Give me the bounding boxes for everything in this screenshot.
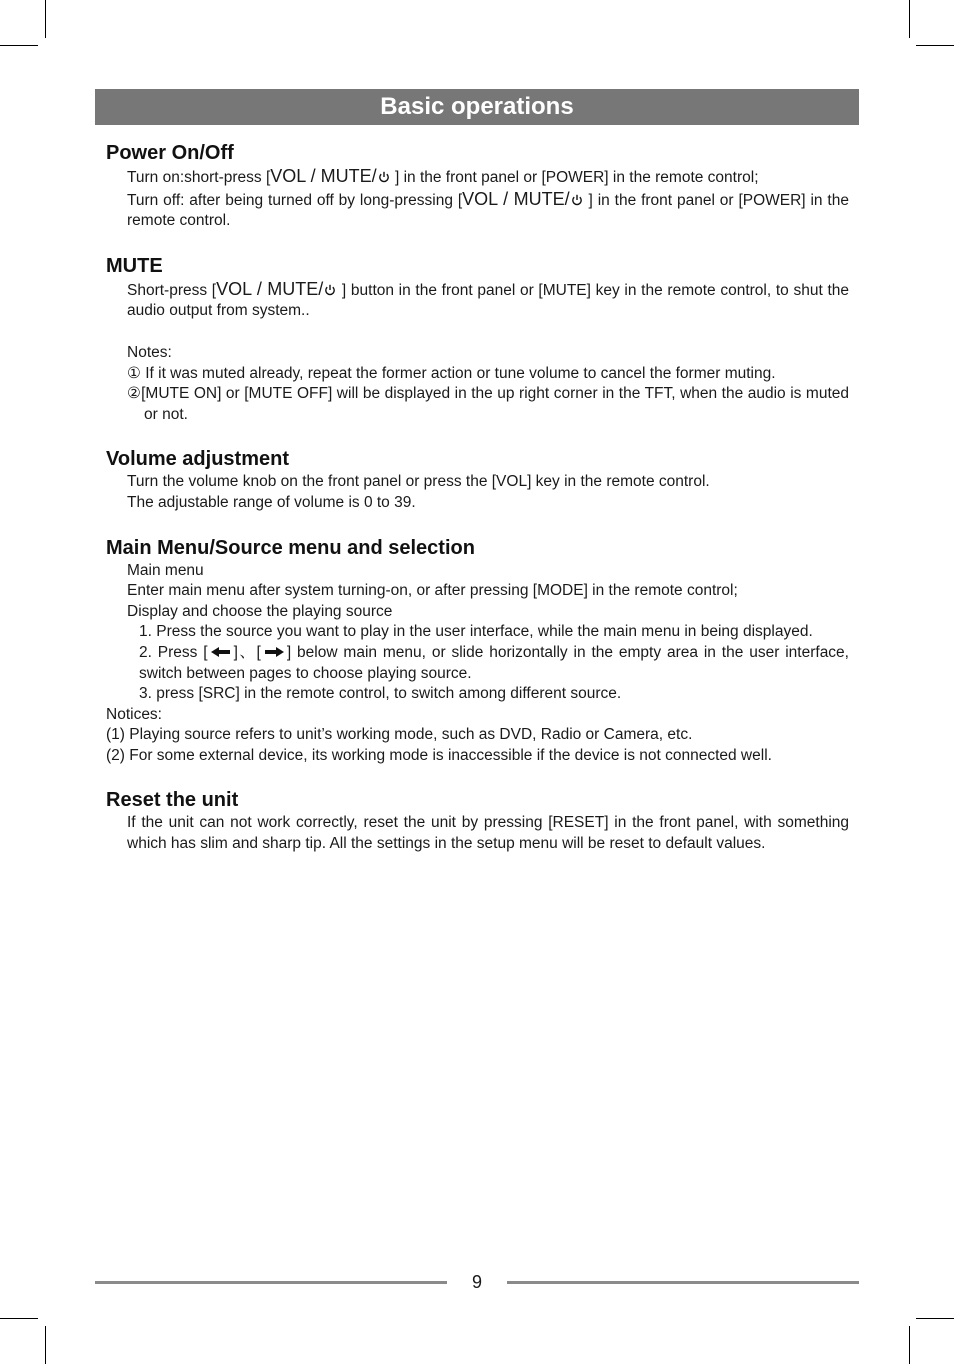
crop-mark: [909, 1326, 910, 1364]
power-on-text: Turn on:short-press [VOL / MUTE/ ] in the front panel or [POWER] in the remote control;: [127, 166, 759, 186]
menu-step: 2. Press [ ]、[ ] below main menu, or slide horizontally in the empty area in the user interface, switch between pages to choose playing source.: [139, 643, 849, 682]
volume-text: Turn the volume knob on the front panel or press the [VOL] key in the remote control.: [127, 473, 710, 491]
notice-item: (2) For some external device, its working mode is inaccessible if the device is not connected well.: [106, 746, 772, 764]
section-heading-reset: Reset the unit: [106, 789, 239, 812]
crop-mark: [909, 0, 910, 38]
menu-text: Main menu: [127, 561, 204, 579]
arrow-left-icon: [211, 647, 231, 657]
power-icon: [571, 194, 583, 206]
menu-step: 3. press [SRC] in the remote control, to switch among different source.: [139, 685, 622, 703]
crop-mark: [916, 45, 954, 46]
crop-mark: [45, 1326, 46, 1364]
note-item: ②[MUTE ON] or [MUTE OFF] will be displayed in the up right corner in the TFT, when the audio is muted or not.: [127, 385, 849, 423]
menu-step: 1. Press the source you want to play in the user interface, while the main menu in being displayed.: [139, 623, 813, 641]
menu-text: Display and choose the playing source: [127, 602, 393, 620]
footer-rule: [507, 1281, 859, 1284]
notices-label: Notices:: [106, 705, 162, 723]
crop-mark: [916, 1318, 954, 1319]
section-heading-power: Power On/Off: [106, 142, 234, 164]
notice-item: (1) Playing source refers to unit’s working mode, such as DVD, Radio or Camera, etc.: [106, 726, 693, 744]
note-item: ① If it was muted already, repeat the former action or tune volume to cancel the former muting.: [127, 364, 776, 382]
page-content: [106, 140, 849, 855]
section-heading-mute: MUTE: [106, 254, 163, 277]
mute-text: Short-press [VOL / MUTE/ ] button in the front panel or [MUTE] key in the remote control, to shut the audio output from system..: [127, 278, 849, 320]
crop-mark: [0, 45, 38, 46]
power-off-text: Turn off: after being turned off by long-pressing [VOL / MUTE/ ] in the front panel or [POWER] in the remote control.: [127, 188, 849, 230]
power-icon: [324, 284, 336, 296]
crop-mark: [0, 1318, 38, 1319]
menu-text: Enter main menu after system turning-on, or after pressing [MODE] in the remote control;: [127, 582, 738, 600]
section-heading-menu: Main Menu/Source menu and selection: [106, 536, 475, 559]
page-title: Basic operations: [95, 89, 859, 125]
section-heading-volume: Volume adjustment: [106, 448, 289, 471]
power-icon: [378, 171, 390, 183]
notes-label: Notes:: [127, 343, 172, 361]
volume-range-text: The adjustable range of volume is 0 to 39.: [127, 493, 416, 511]
crop-mark: [45, 0, 46, 38]
arrow-right-icon: [264, 647, 284, 657]
page-number: 9: [471, 1272, 482, 1292]
reset-text: If the unit can not work correctly, reset the unit by pressing [RESET] in the front panel, with something which has slim and sharp tip. All the settings in the setup menu will be reset to default values.: [127, 814, 849, 853]
footer-rule: [95, 1281, 447, 1284]
